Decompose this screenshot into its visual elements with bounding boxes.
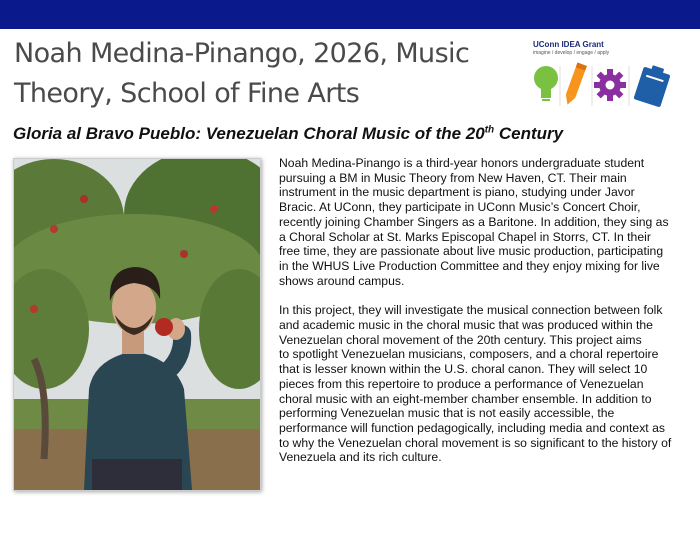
header-bar xyxy=(0,0,700,29)
bio-line: In this project, they will investigate the musical connection between folk xyxy=(279,303,663,318)
logo-tagline: imagine / develop / engage / apply xyxy=(533,50,610,56)
bio-line: Venezuelan choral movement of the 20th century. This project aims xyxy=(279,332,642,347)
pencil-icon xyxy=(563,63,587,107)
bio-line: performance will function pedagogically, including media and context as xyxy=(279,420,665,435)
lightbulb-icon xyxy=(534,66,558,101)
bio-paragraph-1 xyxy=(279,156,700,288)
bio-line: free time, they are passionate about live music production, participating xyxy=(279,244,664,259)
bio-line: shows around campus. xyxy=(279,273,405,288)
bio-line: recently joining Chamber Singers as a Baritone. In addition, they sing as xyxy=(279,214,669,229)
project-title-end: Century xyxy=(494,124,564,143)
bio-line: to why the Venezuelan choral movement is so significant to the history of xyxy=(279,435,672,450)
gear-icon xyxy=(594,69,626,101)
bio-line: Noah Medina-Pinango is a third-year honors undergraduate student xyxy=(279,156,645,170)
bio-line: a Choral Scholar at St. Marks Episcopal Chapel in Storrs, CT. In their xyxy=(279,229,651,244)
bio-line: in the WHUS Live Production Committee and they enjoy mixing for live xyxy=(279,258,660,273)
bio-line: Bracic. At UConn, they participate in UConn Music’s Concert Choir, xyxy=(279,200,641,215)
uconn-idea-grant-logo xyxy=(530,38,690,113)
project-title-sup: th xyxy=(484,124,495,136)
page-title: Noah Medina-Pinango, 2026, Music Theory, School of Fine Arts xyxy=(14,38,470,109)
bio-line: Venezuela and its rich culture. xyxy=(279,450,442,465)
bio-line: instrument in the music department is piano, studying under Javor xyxy=(279,185,635,200)
bio-line: to spotlight Venezuelan musicians, composers, and a choral repertoire xyxy=(279,347,659,362)
bio-line: pieces from this repertoire to produce a performance of Venezuelan xyxy=(279,376,644,391)
logo-title: UConn IDEA Grant xyxy=(533,40,604,49)
bio-line: choral music with an eight-member chamber ensemble. In addition to xyxy=(279,391,652,406)
bio-paragraph-2 xyxy=(279,303,700,465)
bio-line: performing Venezuelan music that is not easily accessible, the xyxy=(279,406,615,421)
project-title-main: Gloria al Bravo Pueblo: Venezuelan Choral Music of the 20 xyxy=(13,124,485,143)
project-title xyxy=(13,124,693,144)
bio-line: pursuing a BM in Music Theory from New Haven, CT. Their main xyxy=(279,170,627,185)
portrait-photo xyxy=(13,158,261,491)
logo-icons xyxy=(530,60,690,112)
bio-line: that is lesser known within the U.S. choral canon. They will select 10 xyxy=(279,362,648,377)
clipboard-icon xyxy=(633,63,671,108)
bio-line: and academic music in the choral music that was produced within the xyxy=(279,318,653,333)
portrait-illustration xyxy=(14,159,260,490)
bio-text xyxy=(279,156,700,480)
